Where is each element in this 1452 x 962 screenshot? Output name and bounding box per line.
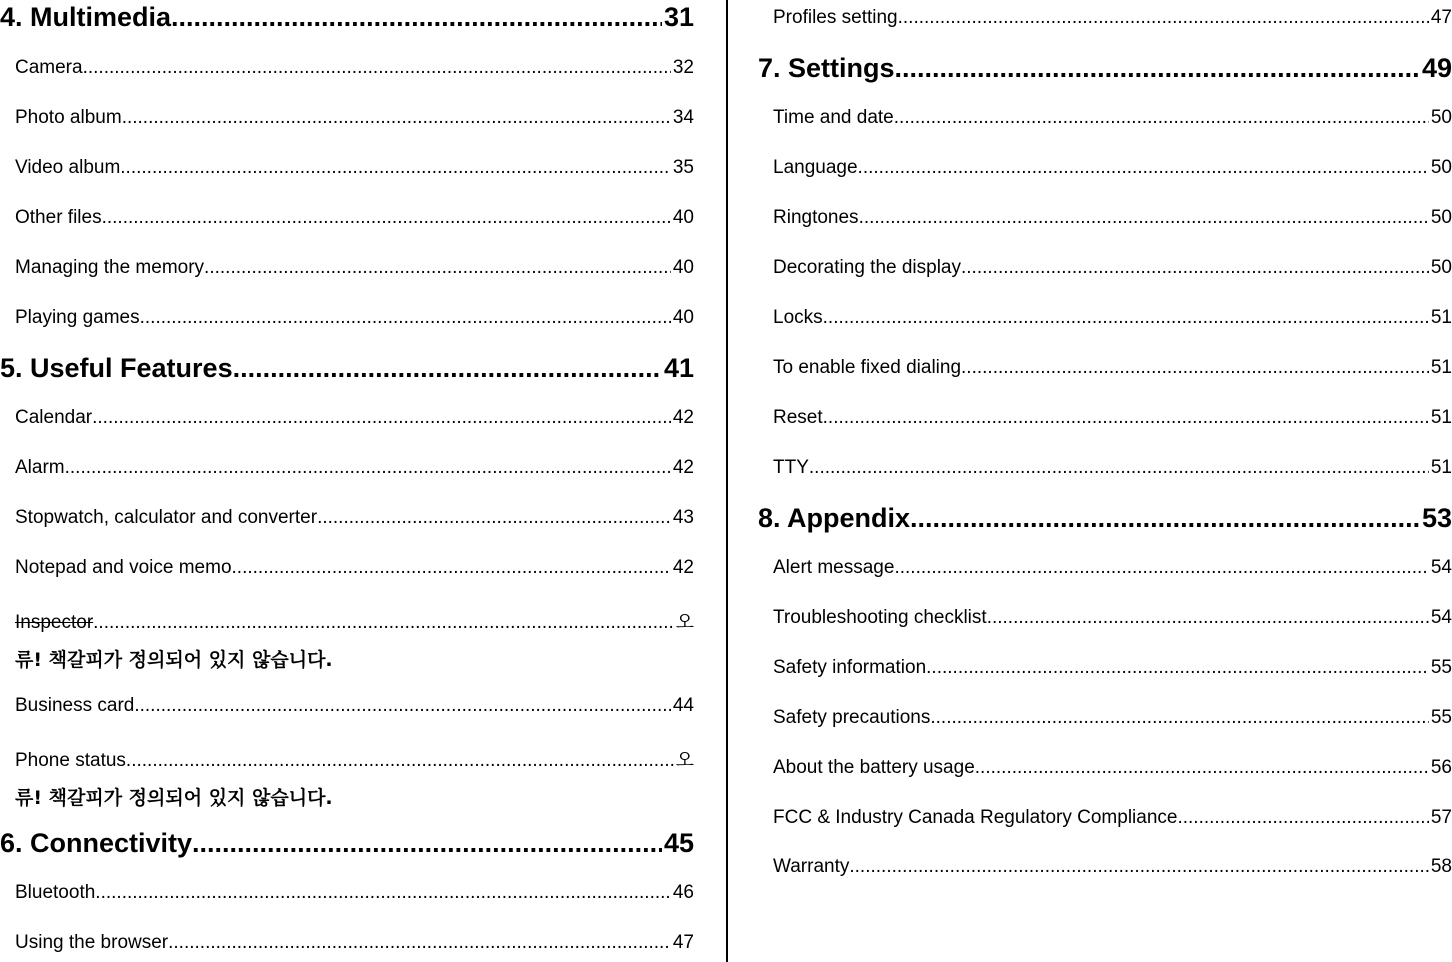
toc-entry[interactable]: Time and date ..... 50: [758, 107, 1452, 129]
toc-entry[interactable]: About the battery usage ..... 56: [758, 757, 1452, 779]
toc-entry[interactable]: Safety information ..... 55: [758, 657, 1452, 679]
toc-heading-connectivity[interactable]: 6. Connectivity ..... 45: [0, 828, 694, 859]
toc-entry[interactable]: Alarm ..... 42: [0, 457, 694, 479]
toc-entry[interactable]: Locks ..... 51: [758, 307, 1452, 329]
toc-heading-useful-features[interactable]: 5. Useful Features ..... 41: [0, 353, 694, 384]
bookmark-error-text: 류! 책갈피가 정의되어 있지 않습니다.: [15, 649, 333, 671]
toc-entry[interactable]: Ringtones ..... 50: [758, 207, 1452, 229]
toc-heading-multimedia[interactable]: 4. Multimedia ..... 31: [0, 2, 694, 33]
toc-entry-inspector[interactable]: Inspector ..... 오: [0, 607, 694, 634]
toc-entry[interactable]: Troubleshooting checklist ..... 54: [758, 607, 1452, 629]
toc-entry[interactable]: Playing games ..... 40: [0, 307, 694, 329]
toc-entry[interactable]: Language ..... 50: [758, 157, 1452, 179]
toc-entry[interactable]: Stopwatch, calculator and converter ..... 43: [0, 507, 694, 529]
toc-entry[interactable]: Other files ..... 40: [0, 207, 694, 229]
toc-entry[interactable]: Managing the memory ..... 40: [0, 257, 694, 279]
toc-entry[interactable]: Warranty ..... 58: [758, 856, 1452, 878]
toc-entry[interactable]: Camera ..... 32: [0, 57, 694, 79]
toc-entry[interactable]: Reset ..... 51: [758, 407, 1452, 429]
toc-entry[interactable]: FCC & Industry Canada Regulatory Compliance ..... 57: [758, 807, 1452, 829]
toc-entry[interactable]: Bluetooth ..... 46: [0, 882, 694, 904]
toc-entry-phone-status[interactable]: Phone status ..... 오: [0, 745, 694, 772]
toc-entry[interactable]: Photo album ..... 34: [0, 107, 694, 129]
toc-entry[interactable]: Decorating the display ..... 50: [758, 257, 1452, 279]
toc-entry[interactable]: Video album ..... 35: [0, 157, 694, 179]
toc-entry[interactable]: Safety precautions ..... 55: [758, 707, 1452, 729]
toc-heading-appendix[interactable]: 8. Appendix ..... 53: [758, 503, 1452, 534]
toc-entry[interactable]: Using the browser ..... 47: [0, 932, 694, 954]
toc-heading-settings[interactable]: 7. Settings ..... 49: [758, 53, 1452, 84]
bookmark-error-text: 류! 책갈피가 정의되어 있지 않습니다.: [15, 787, 333, 809]
toc-entry[interactable]: TTY ..... 51: [758, 457, 1452, 479]
toc-entry[interactable]: Alert message ..... 54: [758, 557, 1452, 579]
column-divider: [726, 0, 728, 962]
toc-entry[interactable]: Calendar ..... 42: [0, 407, 694, 429]
toc-entry[interactable]: Notepad and voice memo ..... 42: [0, 557, 694, 579]
toc-entry[interactable]: Business card ..... 44: [0, 695, 694, 717]
toc-entry[interactable]: To enable fixed dialing ..... 51: [758, 357, 1452, 379]
toc-entry[interactable]: Profiles setting ..... 47: [758, 7, 1452, 29]
